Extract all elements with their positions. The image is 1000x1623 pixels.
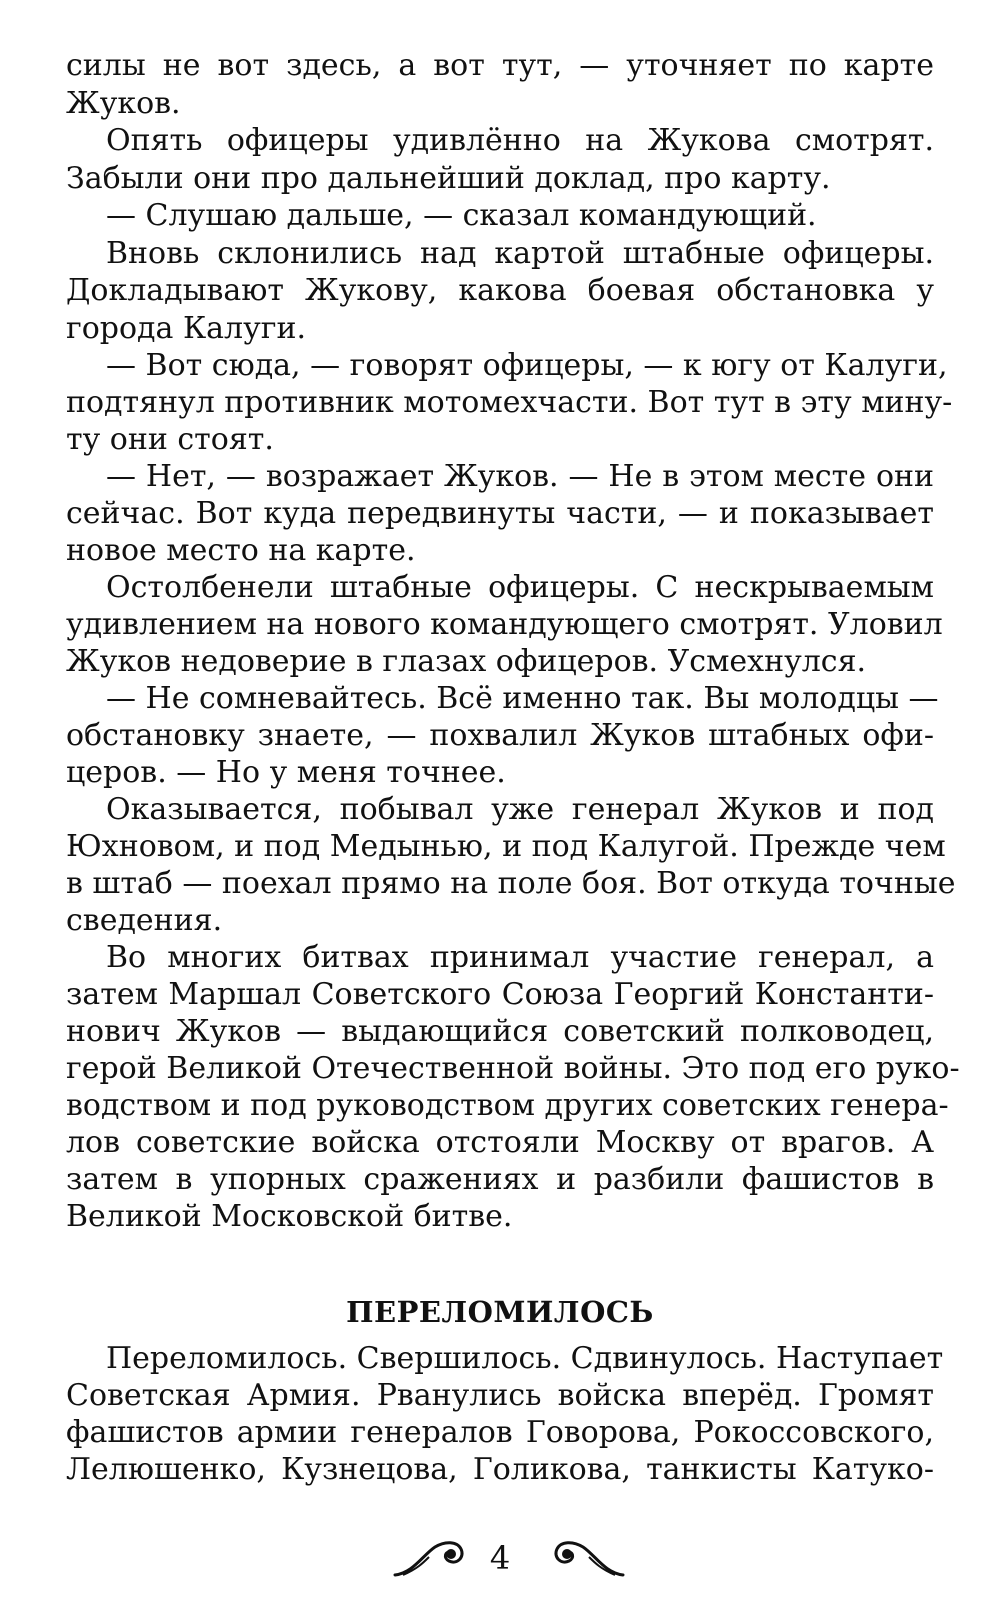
page-number: 4: [489, 1539, 511, 1577]
text-line: ту они стоят.: [66, 422, 274, 457]
text-line: Во многих битвах принимал участие генерал, а: [106, 940, 934, 975]
swirl-ornament-left-icon: [393, 1525, 473, 1585]
text-line: Переломилось. Свершилось. Сдвинулось. Наступает: [106, 1341, 944, 1376]
text-line: подтянул противник мотомехчасти. Вот тут в эту мину-: [66, 385, 953, 420]
text-line: водством и под руководством других советских генера-: [66, 1088, 949, 1123]
text-line: сведения.: [66, 903, 223, 938]
text-line: — Вот сюда, — говорят офицеры, — к югу от Калуги,: [106, 348, 948, 383]
text-line: Забыли они про дальнейший доклад, про карту.: [66, 161, 831, 196]
text-line: Жуков недоверие в глазах офицеров. Усмехнулся.: [66, 644, 867, 679]
text-line: фашистов армии генералов Говорова, Рокоссовского,: [66, 1415, 934, 1450]
page-footer: [0, 1525, 1000, 1595]
text-line: сейчас. Вот куда передвинуты части, — и показывает: [66, 496, 934, 531]
text-line: силы не вот здесь, а вот тут, — уточняет по карте: [66, 48, 934, 83]
text-line: — Нет, — возражает Жуков. — Не в этом месте они: [106, 459, 934, 494]
text-line: церов. — Но у меня точнее.: [66, 755, 506, 790]
text-line: герой Великой Отечественной войны. Это под его руко-: [66, 1051, 960, 1086]
text-line: Лелюшенко, Кузнецова, Голикова, танкисты Катуко-: [66, 1452, 934, 1487]
text-line: затем в упорных сражениях и разбили фашистов в: [66, 1162, 934, 1197]
text-line: города Калуги.: [66, 311, 306, 346]
text-line: Юхновом, и под Медынью, и под Калугой. Прежде чем: [66, 829, 946, 864]
text-line: Опять офицеры удивлённо на Жукова смотрят.: [106, 123, 934, 158]
text-line: затем Маршал Советского Союза Георгий Константи-: [66, 977, 934, 1012]
text-line: нович Жуков — выдающийся советский полководец,: [66, 1014, 934, 1049]
text-line: — Не сомневайтесь. Всё именно так. Вы молодцы —: [106, 681, 939, 716]
section-heading: ПЕРЕЛОМИЛОСЬ: [346, 1295, 654, 1329]
text-line: Докладывают Жукову, какова боевая обстановка у: [66, 273, 934, 308]
text-line: новое место на карте.: [66, 533, 416, 568]
text-line: в штаб — поехал прямо на поле боя. Вот откуда точные: [66, 866, 956, 901]
swirl-ornament-right-icon: [545, 1525, 625, 1585]
text-line: Великой Московской битве.: [66, 1199, 513, 1234]
text-line: обстановку знаете, — похвалил Жуков штабных офи-: [66, 718, 934, 753]
text-line: — Слушаю дальше, — сказал командующий.: [106, 198, 817, 233]
text-line: Вновь склонились над картой штабные офицеры.: [106, 236, 934, 271]
text-line: Остолбенели штабные офицеры. С нескрываемым: [106, 570, 934, 605]
text-line: Жуков.: [66, 86, 181, 121]
text-line: лов советские войска отстояли Москву от врагов. А: [66, 1125, 934, 1160]
text-line: Оказывается, побывал уже генерал Жуков и под: [106, 792, 934, 827]
text-line: удивлением на нового командующего смотрят. Уловил: [66, 607, 943, 642]
text-line: Советская Армия. Рванулись войска вперёд. Громят: [66, 1378, 934, 1413]
